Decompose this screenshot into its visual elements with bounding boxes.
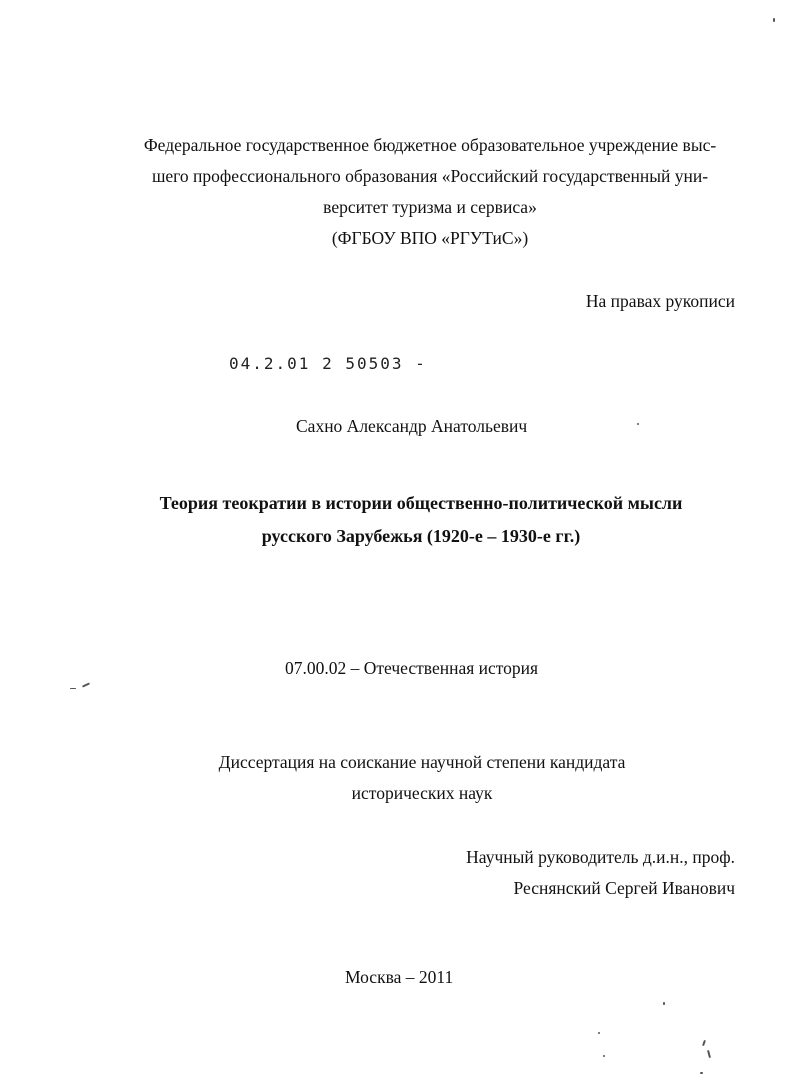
specialty: 07.00.02 – Отечественная история: [285, 658, 539, 678]
scan-speck: [603, 1055, 605, 1057]
supervisor-line-1: Научный руководитель д.и.н., проф.: [466, 847, 735, 867]
institution-line-3: верситет туризма и сервиса»: [323, 197, 537, 217]
supervisor-line-2: Реснянский Сергей Иванович: [513, 878, 735, 898]
degree-block: [26, 747, 792, 809]
degree-line-1: Диссертация на соискание научной степени кандидата: [218, 752, 626, 772]
degree-line-2: исторических наук: [351, 783, 493, 803]
dissertation-title: [40, 487, 792, 553]
scan-speck: [663, 1002, 665, 1005]
scan-speck: [598, 1032, 600, 1034]
institution-line-2: шего профессионального образования «Российский государственный уни-: [151, 166, 709, 186]
institution-line-1: Федеральное государственное бюджетное образовательное учреждение выс-: [143, 135, 717, 155]
registration-code: 04.2.01 2 50503 -: [229, 354, 427, 373]
institution-block: [80, 130, 780, 254]
supervisor-block: [466, 842, 735, 904]
title-line-2: русского Зарубежья (1920-е – 1930-е гг.): [261, 526, 581, 546]
title-line-1: Теория теократии в истории общественно-политической мысли: [159, 493, 683, 513]
manuscript-note: На правах рукописи: [585, 291, 735, 311]
scan-speck: [637, 423, 639, 425]
scan-speck: [70, 688, 76, 689]
scan-speck: [773, 18, 775, 22]
scan-speck: [82, 682, 90, 687]
scan-speck: [702, 1040, 706, 1046]
institution-abbreviation: (ФГБОУ ВПО «РГУТиС»): [331, 228, 529, 248]
scan-speck: [700, 1072, 703, 1074]
scan-speck: [707, 1050, 711, 1058]
author-name: Сахно Александр Анатольевич: [296, 416, 528, 436]
city-year: Москва – 2011: [345, 967, 454, 987]
